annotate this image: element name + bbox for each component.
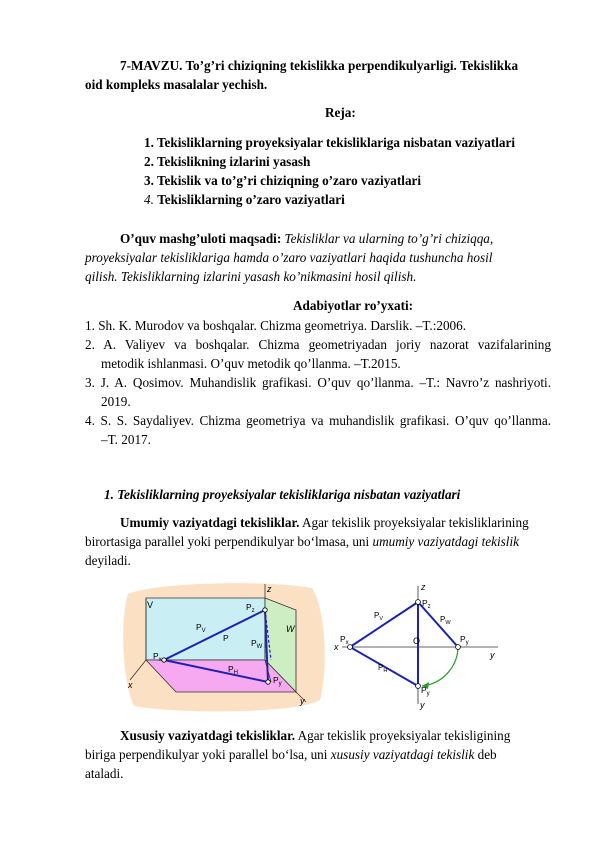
- plan-item: 3. Tekislik va to’g’ri chiziqning o’zaro vaziyatlari: [144, 173, 422, 188]
- paragraph-special-line1: Xususiy vaziyatdagi tekisliklar. Agar tekislik proyeksiyalar tekisligining: [120, 728, 511, 743]
- figure-pictorial-plane: [116, 580, 328, 714]
- reference-item: 3. J. A. Qosimov. Muhandislik grafikasi. O’quv qo’llanma. –T.: Navro’z nashriyoti.: [85, 375, 551, 390]
- paragraph-special-line3: ataladi.: [85, 766, 124, 781]
- reference-item-cont: metodik ishlanmasi. O’quv metodik qo’llanma. –T.2015.: [101, 356, 401, 371]
- paragraph-general-line1: Umumiy vaziyatdagi tekisliklar. Agar tekislik proyeksiyalar tekisliklarining: [120, 515, 529, 530]
- topic-title-line1: 7-MAVZU. To’g’ri chiziqning tekislikka perpendikulyarligi. Tekislikka: [120, 58, 519, 73]
- references-heading: Adabiyotlar ro’yxati:: [293, 298, 414, 313]
- svg-text:P: P: [223, 633, 229, 643]
- paragraph-general-line2: birortasiga parallel yoki perpendikulyar bo‘lmasa, uni umumiy vaziyatdagi tekislik: [85, 534, 519, 549]
- svg-text:Px: $P_x$: [153, 651, 162, 663]
- svg-text:Py: $P_y$: [421, 685, 430, 697]
- svg-text:W: W: [286, 624, 295, 634]
- paragraph-special-line2: biriga perpendikulyar yoki parallel bo‘lsa, uni xususiy vaziyatdagi tekislik deb: [85, 747, 497, 762]
- goal-line3: qilish. Tekisliklarning izlarini yasash ko’nikmasini hosil qilish.: [85, 269, 417, 284]
- svg-text:z: z: [267, 584, 272, 594]
- plan-item: 2. Tekislikning izlarini yasash: [144, 154, 311, 169]
- plan-item: 4. Tekisliklarning o’zaro vaziyatlari: [144, 192, 345, 207]
- svg-text:PH: $P_H$: [378, 663, 388, 674]
- svg-text:x: x: [128, 680, 133, 690]
- svg-text:O: O: [413, 636, 421, 646]
- svg-text:x: x: [334, 642, 339, 652]
- goal-line1: O’quv mashg’uloti maqsadi: Tekisliklar va ularning to’g’ri chiziqqa,: [120, 231, 494, 246]
- plan-heading: Reja:: [325, 105, 356, 120]
- rotation-arc: [422, 647, 458, 686]
- svg-text:y: y: [300, 696, 305, 706]
- svg-text:PW: $P_W$: [251, 638, 263, 650]
- svg-text:PH: $P_H$: [228, 664, 239, 676]
- svg-text:Pz: $P_z$: [422, 598, 431, 610]
- svg-text:Pz: $P_z$: [246, 602, 255, 614]
- svg-text:PV: $P_V$: [196, 622, 206, 634]
- label-v: V: [147, 600, 154, 610]
- svg-text:PW: $P_W$: [440, 615, 451, 626]
- reference-item: 1. Sh. K. Murodov va boshqalar. Chizma geometriya. Darslik. –T.:2006.: [85, 318, 467, 333]
- svg-text:y: y: [490, 650, 495, 660]
- svg-text:z: z: [421, 582, 426, 592]
- reference-item-cont: 2019.: [101, 394, 131, 409]
- svg-text:PV: $P_V$: [374, 611, 384, 622]
- svg-text:Py: $P_y$: [460, 634, 469, 646]
- reference-item: 4. S. S. Saydaliyev. Chizma geometriya va muhandislik grafikasi. O’quv qo’llanma.: [85, 413, 551, 428]
- svg-text:Px: $P_x$: [340, 634, 349, 646]
- topic-title-line2: oid kompleks masalalar yechish.: [85, 77, 268, 92]
- goal-line2: proyeksiyalar tekisliklariga hamda o’zaro vaziyatlari haqida tushuncha hosil: [85, 250, 493, 265]
- figure-plane-traces: [330, 578, 510, 712]
- section-heading: 1. Tekisliklarning proyeksiyalar tekisliklariga nisbatan vaziyatlari: [104, 487, 461, 502]
- svg-text:Py: $P_y$: [273, 675, 282, 687]
- paragraph-general-line3: deyiladi.: [85, 553, 131, 568]
- reference-item: 2. A. Valiyev va boshqalar. Chizma geometriyadan joriy nazorat vazifalarining: [85, 337, 551, 352]
- reference-item-cont: –T. 2017.: [101, 432, 151, 447]
- svg-text:y: y: [420, 700, 425, 710]
- plan-item: 1. Tekisliklarning proyeksiyalar tekisliklariga nisbatan vaziyatlari: [144, 135, 516, 150]
